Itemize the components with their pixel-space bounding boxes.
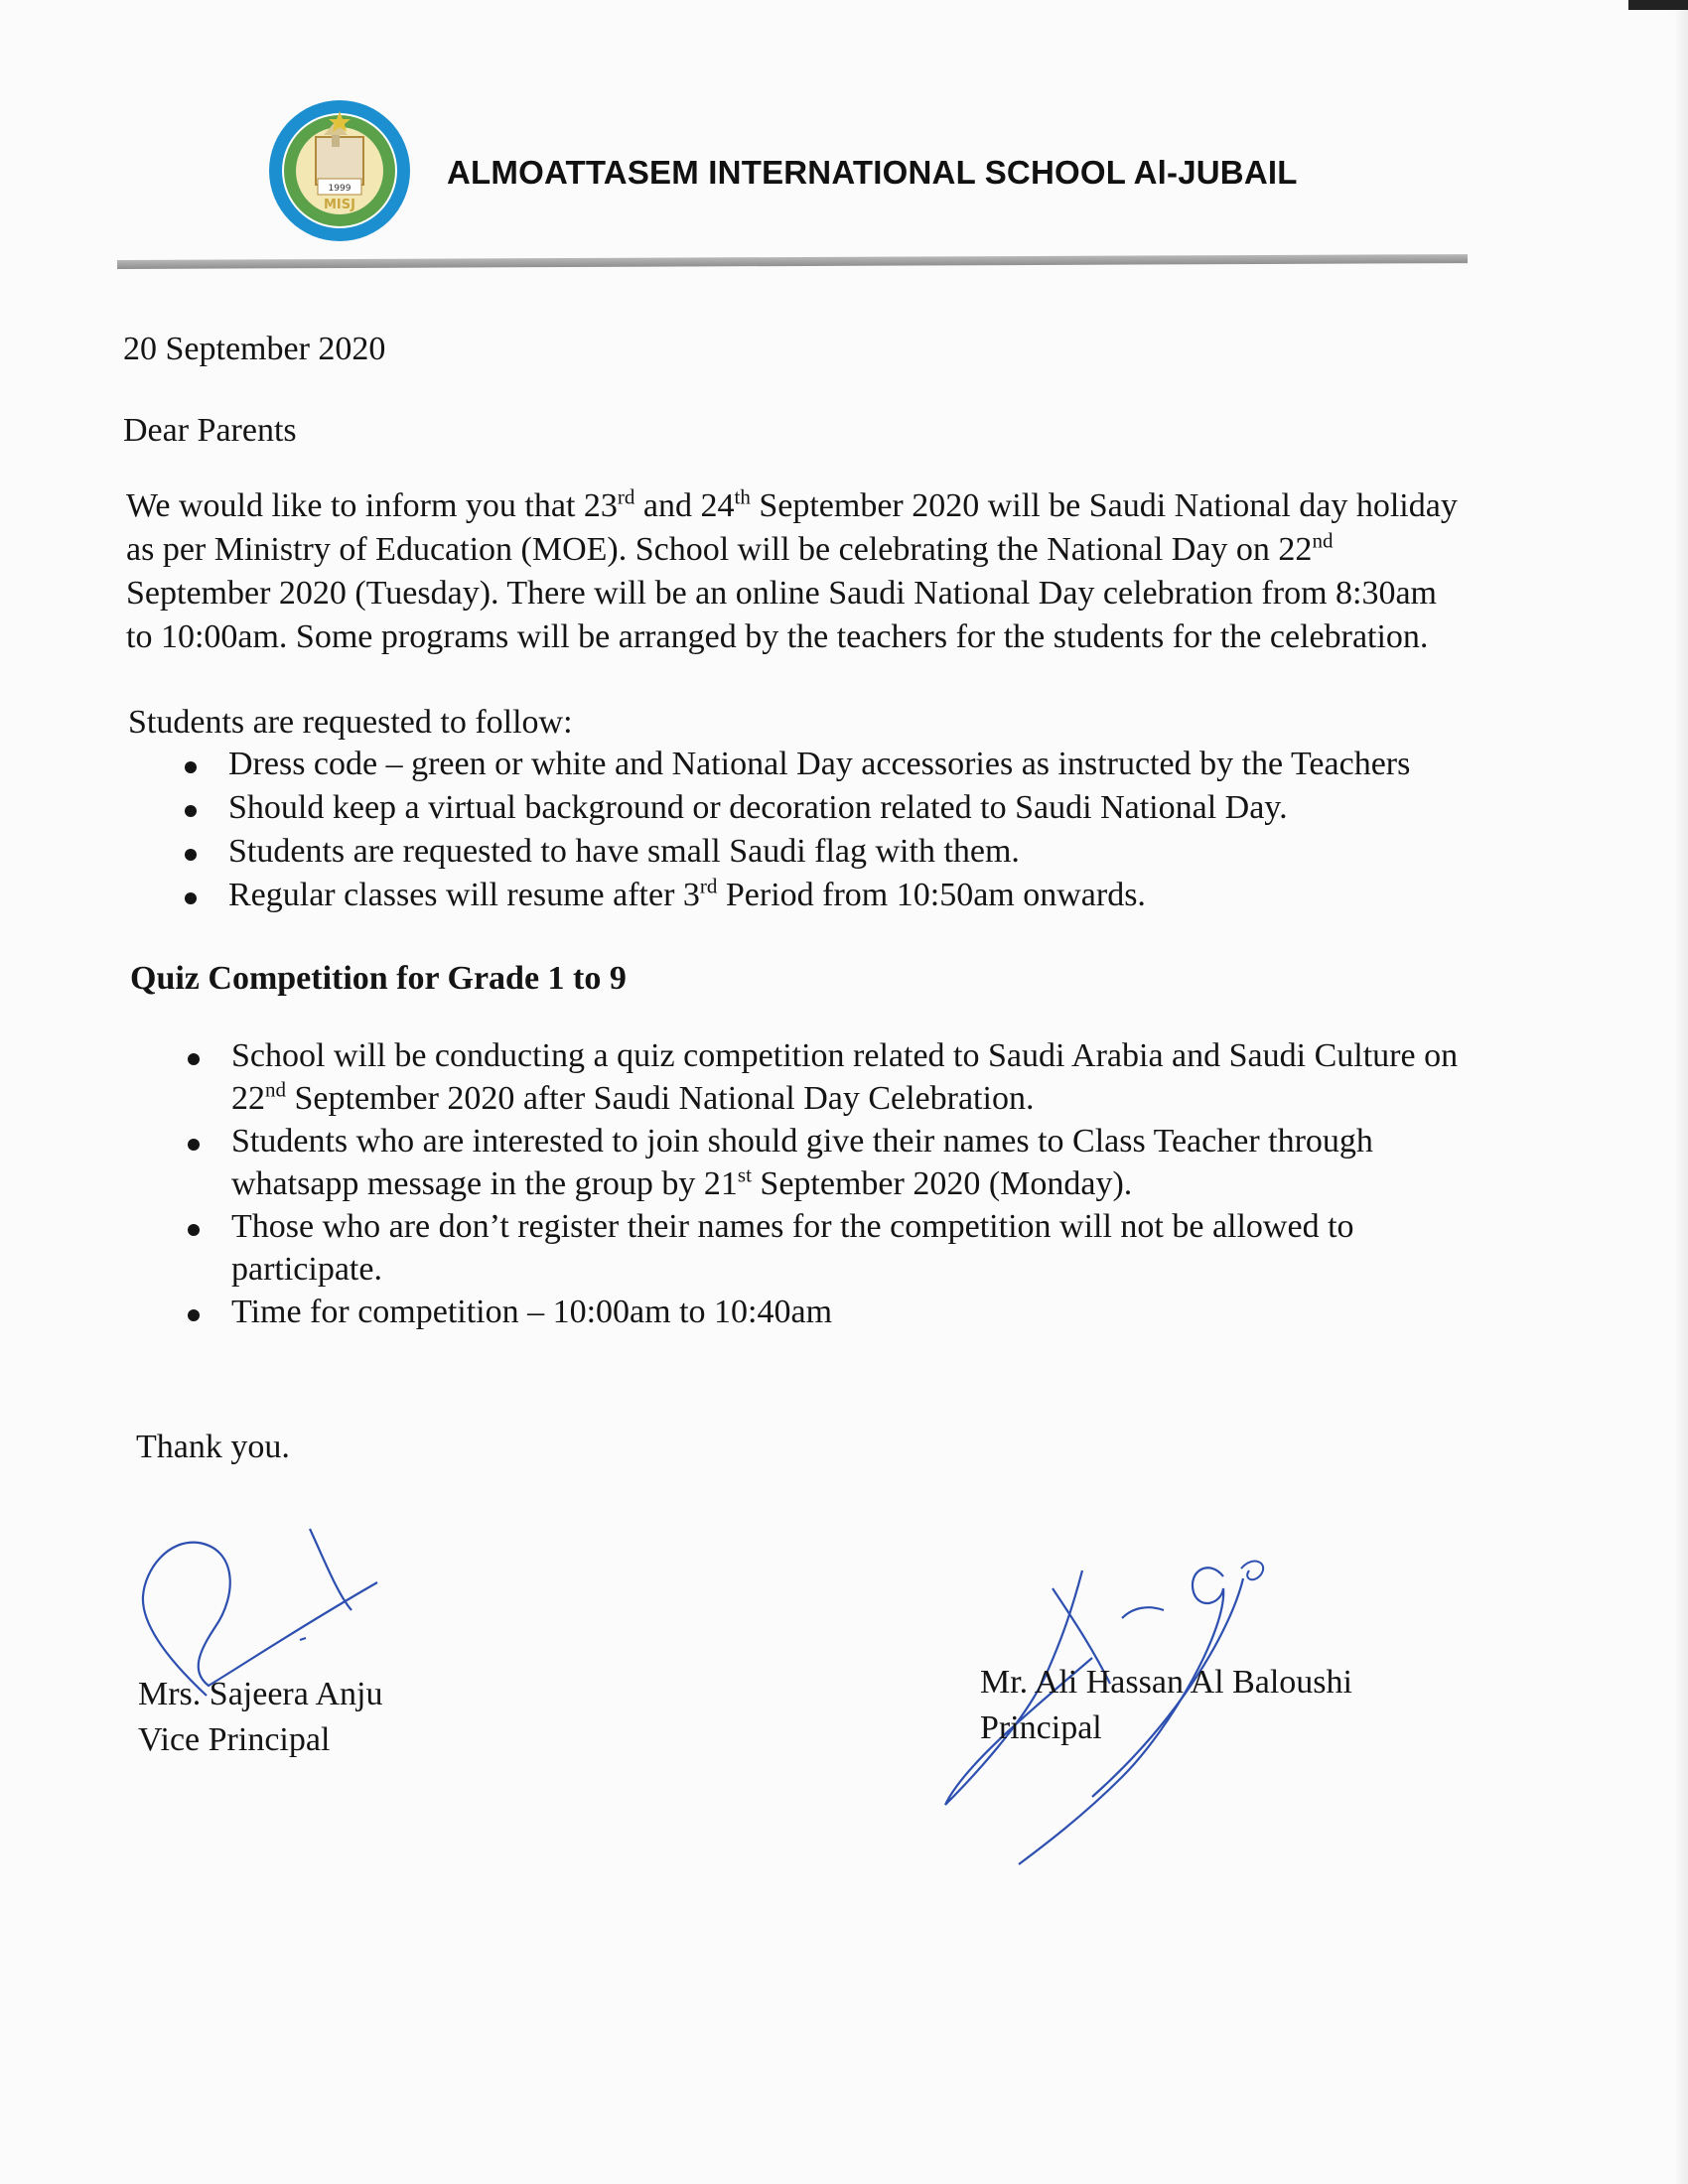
svg-text:MISJ: MISJ bbox=[324, 198, 355, 212]
scan-shadow bbox=[1674, 0, 1688, 2184]
student-rules-list bbox=[228, 743, 1410, 917]
list-item: School will be conducting a quiz competition related to Saudi Arabia and Saudi Culture on 22nd September 2020 after Saudi National Day Celebration. bbox=[231, 1034, 1458, 1120]
list-item: Dress code – green or white and National Day accessories as instructed by the Teachers bbox=[228, 743, 1410, 786]
intro-line: September 2020 (Tuesday). There will be an online Saudi National Day celebration from 8:30am bbox=[126, 575, 1438, 612]
intro-line: We would like to inform you that 23rd and 24th September 2020 will be Saudi National day holiday bbox=[126, 484, 1458, 524]
intro-line: to 10:00am. Some programs will be arranged by the teachers for the students for the celebration. bbox=[126, 618, 1429, 655]
quiz-rules-list bbox=[231, 1034, 1458, 1333]
intro-line: as per Ministry of Education (MOE). School will be celebrating the National Day on 22nd bbox=[126, 528, 1334, 568]
quiz-heading: Quiz Competition for Grade 1 to 9 bbox=[130, 960, 627, 997]
list-item: Regular classes will resume after 3rd Period from 10:50am onwards. bbox=[228, 874, 1410, 917]
vice-principal-block bbox=[138, 1672, 382, 1763]
scan-corner-mark bbox=[1628, 0, 1688, 10]
closing-text: Thank you. bbox=[136, 1429, 290, 1465]
list-item: Students who are interested to join should give their names to Class Teacher through whatsapp message in the group by 21st September 2020 (Monday). bbox=[231, 1120, 1458, 1205]
vice-principal-name: Mrs. Sajeera Anju bbox=[138, 1676, 383, 1712]
intro-paragraph bbox=[126, 484, 1458, 659]
list-item: Time for competition – 10:00am to 10:40am bbox=[231, 1291, 1458, 1333]
header-divider bbox=[117, 254, 1468, 269]
list-item: Those who are don’t register their names for the competition will not be allowed to participate. bbox=[231, 1205, 1458, 1291]
salutation: Dear Parents bbox=[123, 412, 297, 449]
list-item: Should keep a virtual background or decoration related to Saudi National Day. bbox=[228, 786, 1410, 830]
school-name: ALMOATTASEM INTERNATIONAL SCHOOL Al-JUBAIL bbox=[447, 154, 1298, 191]
vice-principal-title: Vice Principal bbox=[138, 1721, 331, 1758]
list-item: Students are requested to have small Saudi flag with them. bbox=[228, 830, 1410, 874]
students-heading: Students are requested to follow: bbox=[128, 704, 573, 741]
principal-block bbox=[980, 1660, 1352, 1751]
principal-title: Principal bbox=[980, 1709, 1102, 1746]
school-crest-icon bbox=[266, 97, 413, 244]
svg-text:1999: 1999 bbox=[328, 184, 352, 194]
letter-date: 20 September 2020 bbox=[123, 331, 386, 367]
principal-name: Mr. Ali Hassan Al Baloushi bbox=[980, 1664, 1352, 1701]
